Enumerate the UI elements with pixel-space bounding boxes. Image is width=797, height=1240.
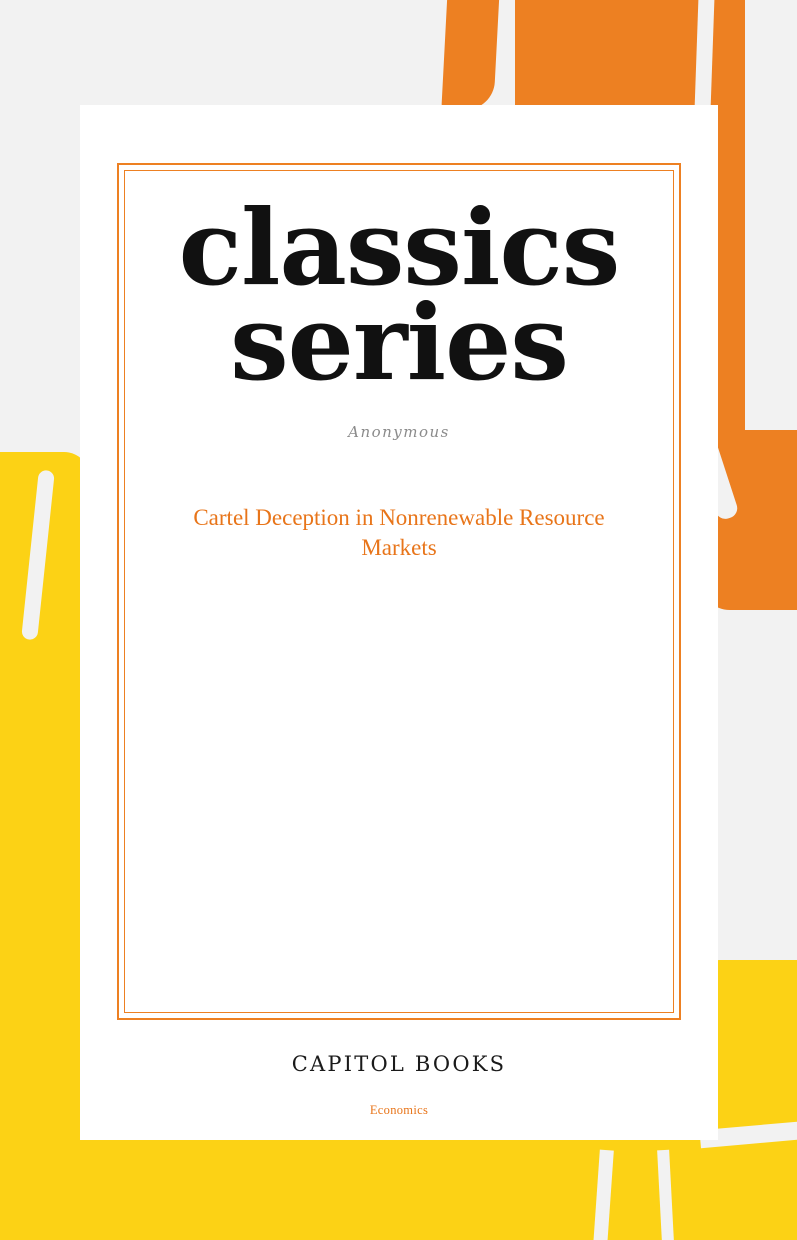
book-title: Cartel Deception in Nonrenewable Resource Markets [193,504,605,560]
cover-border-inner [124,170,674,1013]
category-label: Economics [369,1103,429,1117]
yellow-brush-stroke-left [0,452,90,1240]
author-name: Anonymous [348,422,450,441]
cover-border-outer [117,163,681,1020]
publisher-name: CAPITOL BOOKS [291,1052,507,1076]
series-title-line-1: classics [178,186,620,309]
book-cover [80,105,718,1140]
series-title-line-2: series [230,280,568,404]
series-title [125,186,673,404]
orange-brush-stroke-small [441,0,500,110]
yellow-brush-stroke-bottom [0,1140,740,1240]
